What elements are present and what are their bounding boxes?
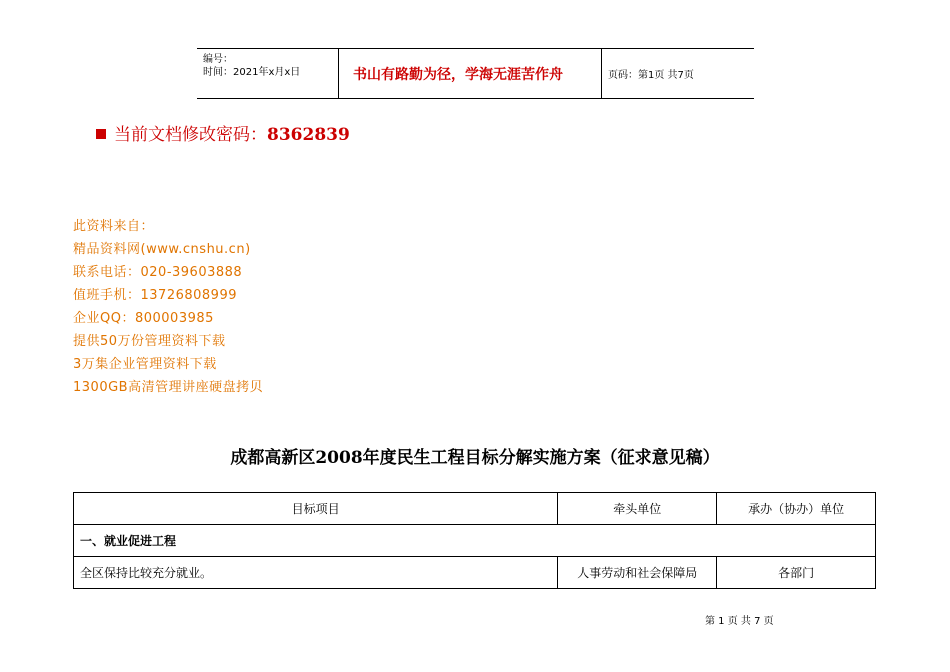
column-header-target: 目标项目 bbox=[74, 493, 558, 525]
square-bullet-icon bbox=[96, 129, 106, 139]
source-info-line: 精品资料网(www.cnshu.cn) bbox=[73, 242, 251, 257]
document-number-label: 编号： bbox=[203, 54, 233, 65]
header-page-info: 页码：第1页 共7页 bbox=[608, 70, 694, 81]
header-meta bbox=[197, 49, 338, 98]
document-title: 成都高新区2008年度民生工程目标分解实施方案（征求意见稿） bbox=[230, 448, 720, 468]
header-motto: 书山有路勤为径，学海无涯苦作舟 bbox=[338, 49, 602, 98]
source-info-line: 1300GB高清管理讲座硬盘拷贝 bbox=[73, 380, 264, 395]
page-footer: 第 1 页 共 7 页 bbox=[705, 616, 774, 627]
target-table bbox=[73, 492, 876, 589]
section-title: 一、就业促进工程 bbox=[74, 525, 876, 557]
table-row bbox=[74, 557, 876, 589]
source-info-line: 联系电话：020-39603888 bbox=[73, 265, 243, 280]
column-header-assist-unit: 承办（协办）单位 bbox=[717, 493, 876, 525]
cell-assist-unit: 各部门 bbox=[717, 557, 876, 589]
table-header-row bbox=[74, 493, 876, 525]
source-info-line: 企业QQ：800003985 bbox=[73, 311, 214, 326]
section-row bbox=[74, 525, 876, 557]
cell-target: 全区保持比较充分就业。 bbox=[74, 557, 558, 589]
document-date: 时间：2021年x月x日 bbox=[203, 67, 301, 78]
source-info-line: 值班手机：13726808999 bbox=[73, 288, 237, 303]
password-notice bbox=[96, 120, 350, 145]
column-header-lead-unit: 牵头单位 bbox=[558, 493, 717, 525]
source-info-line: 提供50万份管理资料下载 bbox=[73, 334, 226, 349]
source-info-line: 3万集企业管理资料下载 bbox=[73, 357, 217, 372]
source-info-line: 此资料来自： bbox=[73, 219, 155, 234]
password-label: 当前文档修改密码： bbox=[114, 125, 267, 145]
page-header bbox=[197, 48, 754, 99]
cell-lead-unit: 人事劳动和社会保障局 bbox=[558, 557, 717, 589]
source-info-block bbox=[73, 215, 263, 399]
password-code: 8362839 bbox=[267, 125, 350, 145]
